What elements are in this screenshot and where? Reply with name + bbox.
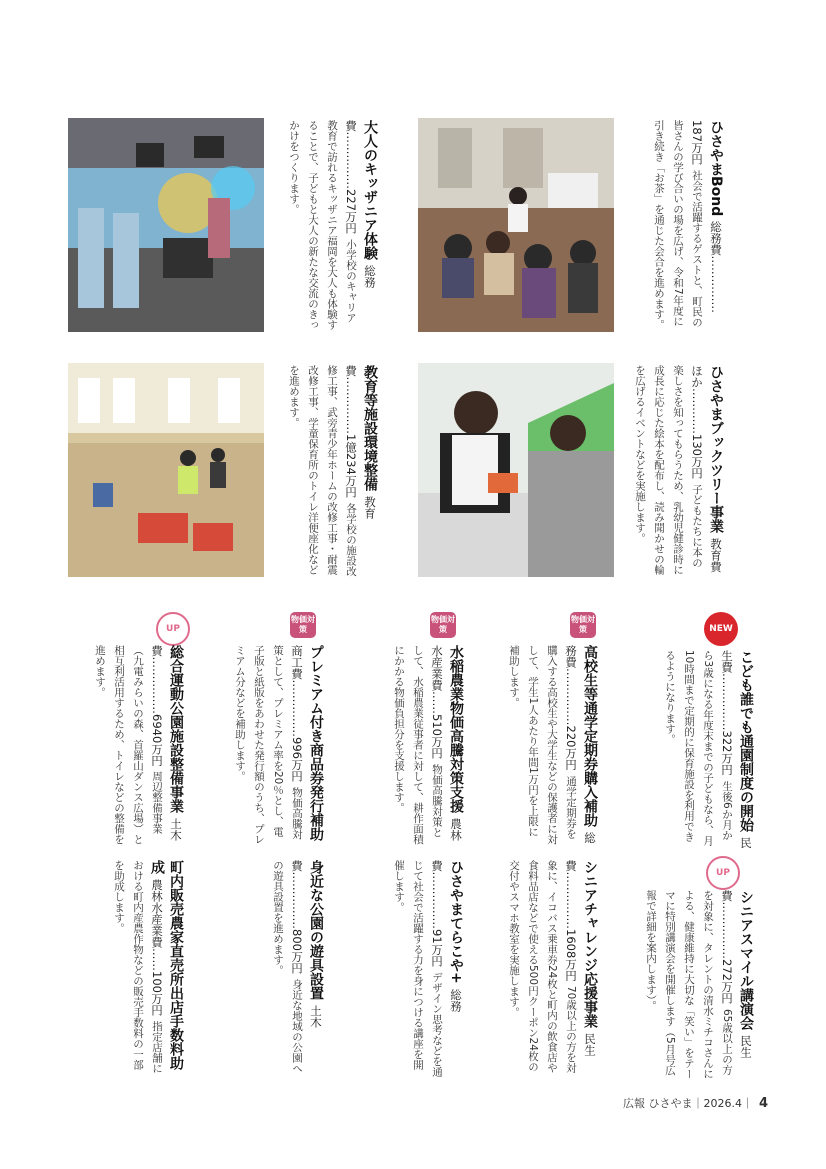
article-body: 小学校のキャリア教育で訪れるキッザニア福岡を大人も体験することで、子どもと大人の新たな交流のきっかけをつくります。 [288,120,357,330]
article-dept: 総務費……………91万円 [430,860,463,1012]
bukka-badge: 物価対策 [290,612,316,638]
article-body: 周辺整備事業（九電みらいの森、首羅山ダンス広場）と相互利活用するため、トイレなどの整備を進めます。 [94,645,163,845]
footer-label: 広報 ひさやま｜2026.4｜ [622,1097,753,1110]
article-title: 身近な公園の遊具設置 [308,860,324,1000]
new-badge: NEW [704,612,738,646]
article-body: 通学定期券を購入する高校生や大学生などの保護者に対して、学生1人あたり年間1万円を上限に補助します。 [508,645,577,845]
article-dept: 教育費……………1億234万円 [344,365,377,520]
article-title: プレミアム付き商品券発行補助 [308,645,324,841]
article-park-playground [269,860,326,1080]
article-senior-challenge [505,860,600,1080]
article-title: シニアチャレンジ応援事業 [582,860,598,1028]
article-title: 高校生等通学定期券購入補助 [582,645,598,827]
article-title: 大人のキッザニア体験 [362,120,378,260]
article-title: ひさやまBond [708,120,724,217]
article-farm-stand [110,860,186,1080]
photo-bookstart [418,363,614,577]
bukka-badge: 物価対策 [570,612,596,638]
article-body: 各学校の施設改修工事、武旁青少年ホームの改修工事・耐震改修工事、学童保育所のトイレ洋便座化などを進めます。 [288,365,357,577]
article-body: 身近な地域の公園への遊具設置を進めます。 [272,860,303,1074]
article-school-facilities [285,365,380,577]
article-body: 社会で活躍するゲストと、町民の皆さんの学び合いの場を広げ、令和7年度に引き続き「お茶」を通じた会合を進めます。 [653,120,703,330]
article-booktree [631,365,726,577]
article-title: 町内販売農家直売所出店手数料助成 [149,860,184,1070]
article-body: 物価高騰対策として、水稲農業従事者に対して、耕作面積にかかる物価負担分を支援します。 [393,645,443,845]
article-terakoya [390,860,466,1080]
article-body: 子どもたちに本の楽しさを知ってもらうため、乳幼児健診時に成長に応じた絵本を配布し、読み聞かせの輪を広げるイベントなどを実施します。 [634,365,703,575]
article-commuter-pass [505,645,600,845]
article-dept: 総務費……………187万円 [690,120,723,314]
article-title: 水稲農業物価高騰対策支援 [448,645,464,813]
article-body: 65歳以上の方を対象に、タレントの清水ミチコさんによる、健康維持に大切な「笑い」をテーマに特別講演会を開催します（5月号広報で詳細を案内します）。 [645,890,733,1079]
article-dept: 民生費……………272万円 [720,890,753,1059]
article-hisayama-bond [650,120,726,332]
article-title: ひさやまてらこや+ [448,860,464,984]
article-title: こども誰でも通園制度の開始 [738,650,754,832]
article-dept: 総務費……………227万円 [344,120,377,289]
article-body: 生後6か月から3歳になる年度末までの子どもなら、月10時間まで定期的に保育施設を利用できるようになります。 [664,650,733,846]
article-dept: 農林水産業費……510万円 [430,645,463,842]
photo-kidzania-studio [68,118,264,332]
article-body: デザイン思考などを通じて社会で活躍する力を身につける講座を開催します。 [393,860,443,1077]
article-sports-park [91,645,186,845]
article-title: 総合運動公園施設整備事業 [168,645,184,813]
article-body: 70歳以上の方を対象に、イコバス乗車券24枚と町内の飲食店や食料品店などで使える500円クーポン24枚の交付やスマホ教室を実施します。 [508,860,577,1074]
page-number: 4 [758,1096,768,1111]
article-senior-smile [642,890,756,1080]
article-dept: 民生費……………322万円 [720,650,753,849]
article-dept: 土木費……………6940万円 [150,645,183,842]
article-dept: 土木費……………800万円 [290,860,323,1029]
article-rice-support [390,645,466,845]
article-title: 教育等施設環境整備 [362,365,378,491]
article-dept: 教育費ほか…………130万円 [690,365,723,573]
photo-youth-home-hall [68,363,264,577]
article-body: 指定店舗における町内産農作物などの販売手数料の一部を助成します。 [113,860,163,1074]
up-badge: UP [706,856,740,890]
article-kodomo-daredemo [661,650,756,850]
article-body: 物価高騰対策として、プレミアム率を20％とし、電子版と紙版をあわせた発行額のうち、プレミアム分などを補助します。 [234,645,303,845]
article-title: ひさやまブックツリー事業 [708,365,724,533]
article-title: シニアスマイル講演会 [738,890,754,1030]
article-premium-voucher [231,645,326,845]
up-badge: UP [156,612,190,646]
article-dept: 農林水産業費……100万円 [150,879,164,1017]
article-dept: 商工費……………996万円 [290,645,304,782]
article-kidzania [285,120,380,332]
article-dept: 総務費……………220万円 [564,645,597,844]
photo-classroom-tea-event [418,118,614,332]
article-dept: 民生費……………1608万円 [564,860,597,1057]
bukka-badge: 物価対策 [430,612,456,638]
page-footer [623,1095,768,1111]
